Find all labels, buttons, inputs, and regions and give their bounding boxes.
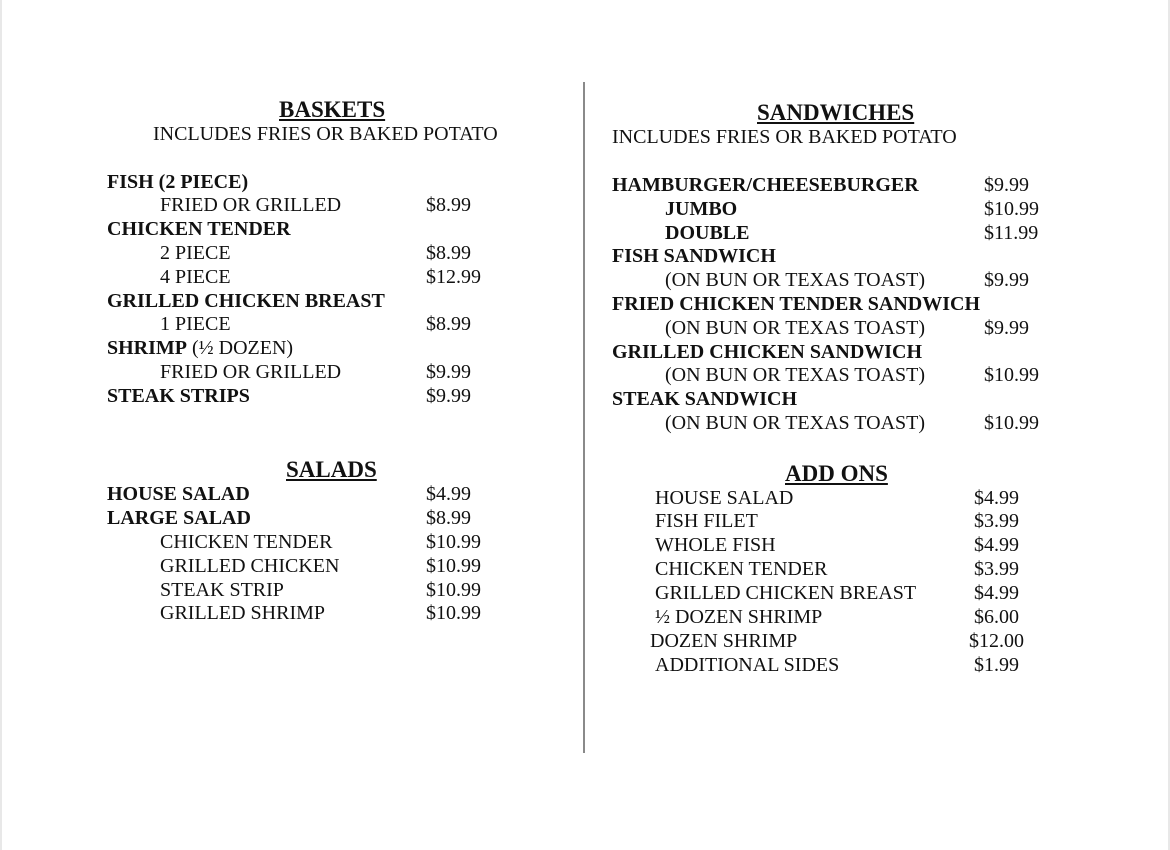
- burger-jumbo: JUMBO: [665, 198, 738, 220]
- page-edge-left: [0, 0, 2, 850]
- salad-item-price: $10.99: [426, 555, 481, 577]
- shrimp-basket-price: $9.99: [426, 361, 471, 383]
- salad-item-name: STEAK STRIP: [160, 579, 284, 601]
- grilled-chicken-basket-option: 1 PIECE: [160, 313, 231, 335]
- fish-basket-price: $8.99: [426, 194, 471, 216]
- burger-price: $9.99: [984, 174, 1029, 196]
- salad-item-price: $10.99: [426, 602, 481, 624]
- shrimp-basket-qualifier: (½ DOZEN): [192, 337, 294, 359]
- salad-item-name: LARGE SALAD: [107, 507, 251, 529]
- fried-tender-sandwich-price: $9.99: [984, 317, 1029, 339]
- steak-strips-basket-name: STEAK STRIPS: [107, 385, 250, 407]
- salad-item-name: CHICKEN TENDER: [160, 531, 333, 553]
- salad-item-name: GRILLED CHICKEN: [160, 555, 340, 577]
- addon-item-price: $1.99: [974, 654, 1019, 676]
- baskets-subtitle: INCLUDES FRIES OR BAKED POTATO: [153, 123, 498, 145]
- steak-sandwich-option: (ON BUN OR TEXAS TOAST): [665, 412, 926, 434]
- chicken-tender-price-4pc: $12.99: [426, 266, 481, 288]
- grilled-chicken-basket-name: GRILLED CHICKEN BREAST: [107, 290, 385, 312]
- burger-jumbo-price: $10.99: [984, 198, 1039, 220]
- fish-sandwich-option: (ON BUN OR TEXAS TOAST): [665, 269, 926, 291]
- burger-double: DOUBLE: [665, 222, 750, 244]
- burger-name: HAMBURGER/CHEESEBURGER: [612, 174, 919, 196]
- addon-item-name: HOUSE SALAD: [655, 487, 794, 509]
- salad-item-price: $4.99: [426, 483, 471, 505]
- chicken-tender-option-4pc: 4 PIECE: [160, 266, 231, 288]
- grilled-chicken-basket-price: $8.99: [426, 313, 471, 335]
- addon-item-price: $3.99: [974, 510, 1019, 532]
- addon-item-name: ½ DOZEN SHRIMP: [655, 606, 823, 628]
- addon-item-name: DOZEN SHRIMP: [650, 630, 798, 652]
- grilled-chicken-sandwich-option: (ON BUN OR TEXAS TOAST): [665, 364, 926, 386]
- addon-item-price: $4.99: [974, 582, 1019, 604]
- salad-item-price: $8.99: [426, 507, 471, 529]
- salad-item-price: $10.99: [426, 579, 481, 601]
- fried-tender-sandwich-name: FRIED CHICKEN TENDER SANDWICH: [612, 293, 981, 315]
- sandwiches-title: SANDWICHES: [757, 100, 915, 125]
- salad-item-name: HOUSE SALAD: [107, 483, 250, 505]
- chicken-tender-price-2pc: $8.99: [426, 242, 471, 264]
- salad-item-price: $10.99: [426, 531, 481, 553]
- baskets-title: BASKETS: [279, 97, 386, 122]
- addon-item-price: $4.99: [974, 487, 1019, 509]
- addon-item-name: WHOLE FISH: [655, 534, 776, 556]
- burger-double-price: $11.99: [984, 222, 1039, 244]
- grilled-chicken-sandwich-price: $10.99: [984, 364, 1039, 386]
- steak-sandwich-price: $10.99: [984, 412, 1039, 434]
- steak-sandwich-name: STEAK SANDWICH: [612, 388, 798, 410]
- addon-item-price: $12.00: [969, 630, 1024, 652]
- addon-item-name: FISH FILET: [655, 510, 758, 532]
- shrimp-basket-name: SHRIMP: [107, 337, 187, 359]
- addon-item-price: $3.99: [974, 558, 1019, 580]
- column-divider: [583, 82, 585, 753]
- salad-item-name: GRILLED SHRIMP: [160, 602, 326, 624]
- chicken-tender-basket-name: CHICKEN TENDER: [107, 218, 291, 240]
- grilled-chicken-sandwich-name: GRILLED CHICKEN SANDWICH: [612, 341, 923, 363]
- steak-strips-basket-price: $9.99: [426, 385, 471, 407]
- shrimp-basket-option: FRIED OR GRILLED: [160, 361, 342, 383]
- salads-title: SALADS: [286, 457, 377, 482]
- fried-tender-sandwich-option: (ON BUN OR TEXAS TOAST): [665, 317, 926, 339]
- fish-sandwich-name: FISH SANDWICH: [612, 245, 776, 267]
- sandwiches-subtitle: INCLUDES FRIES OR BAKED POTATO: [612, 126, 957, 148]
- addon-item-name: GRILLED CHICKEN BREAST: [655, 582, 917, 604]
- addon-item-name: CHICKEN TENDER: [655, 558, 828, 580]
- chicken-tender-option-2pc: 2 PIECE: [160, 242, 231, 264]
- addon-item-name: ADDITIONAL SIDES: [655, 654, 840, 676]
- fish-basket-name: FISH (2 PIECE): [107, 171, 249, 193]
- shrimp-basket-heading: [107, 336, 293, 360]
- fish-basket-option: FRIED OR GRILLED: [160, 194, 342, 216]
- addon-item-price: $4.99: [974, 534, 1019, 556]
- addons-title: ADD ONS: [785, 461, 888, 486]
- fish-sandwich-price: $9.99: [984, 269, 1029, 291]
- addon-item-price: $6.00: [974, 606, 1019, 628]
